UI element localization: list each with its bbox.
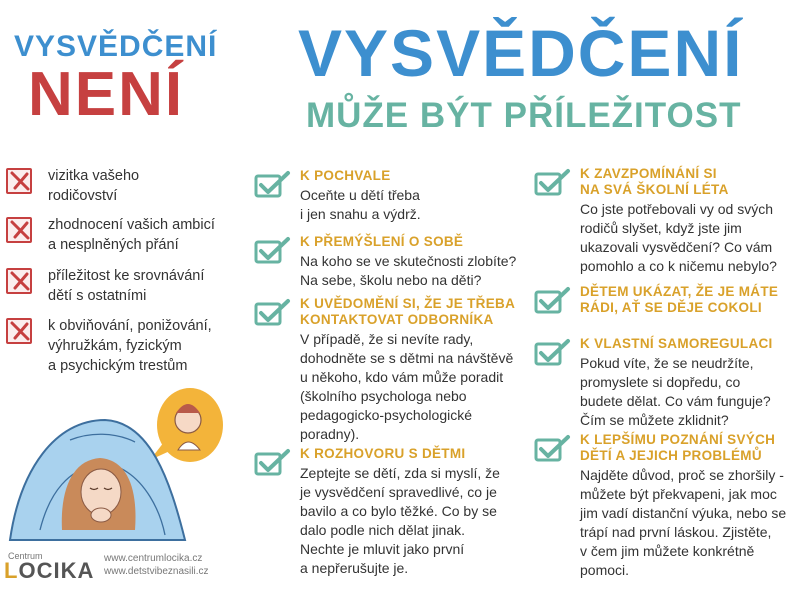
section-body: [300, 168, 532, 224]
section-body: [580, 166, 798, 276]
section-text: [300, 252, 532, 290]
text-line: promyslete si dopředu, co: [580, 374, 741, 390]
text-line: pomohlo a co k ničemu nebylo?: [580, 258, 777, 274]
logo-locika: [4, 558, 94, 584]
section-body: [580, 432, 798, 580]
text-line: je vysvědčení spravedlivé, co je: [300, 484, 497, 500]
heading-line: KONTAKTOVAT ODBORNÍKA: [300, 312, 494, 327]
section-text: [580, 466, 798, 580]
section-heading: [300, 296, 532, 328]
opportunity-section: [534, 166, 798, 276]
heading-line: K VLASTNÍ SAMOREGULACI: [580, 336, 773, 351]
illustration-girl-under-blanket: [0, 380, 230, 550]
text-line: Oceňte u dětí třeba: [300, 187, 420, 203]
checkmark-icon: [534, 286, 572, 316]
text-line: v čem jim můžete konkrétně: [580, 543, 755, 559]
section-body: [580, 284, 798, 316]
text-line: u někoho, kdo vám může poradit: [300, 369, 504, 385]
section-body: [300, 446, 532, 578]
section-text: [580, 354, 798, 430]
text-line: poradny).: [300, 426, 360, 442]
text-line: Čím se můžete zklidnit?: [580, 412, 729, 428]
checkmark-icon: [534, 434, 572, 464]
text-line: i jen snahu a výdrž.: [300, 206, 421, 222]
heading-line: K ROZHOVORU S DĚTMI: [300, 446, 466, 461]
not-list-text: [48, 266, 204, 306]
heading-line: RÁDI, AŤ SE DĚJE COKOLI: [580, 300, 762, 315]
text-line: Co jste potřebovali vy od svých: [580, 201, 773, 217]
heading-line: DĚTÍ A JEJICH PROBLÉMŮ: [580, 448, 762, 463]
heading-line: K UVĚDOMĚNÍ SI, ŽE JE TŘEBA: [300, 296, 516, 311]
text-line: dalo podle nich dělat jinak.: [300, 522, 466, 538]
checkmark-icon: [534, 338, 572, 368]
not-list-text: [48, 166, 139, 206]
checkmark-icon: [254, 236, 292, 266]
text-line: Najděte důvod, proč se zhoršily -: [580, 467, 784, 483]
heading-line: K PŘEMÝŠLENÍ O SOBĚ: [300, 234, 464, 249]
text-line: Nechte je mluvit jako první: [300, 541, 465, 557]
text-line: můžete být překvapeni, jak moc: [580, 486, 777, 502]
section-body: [300, 234, 532, 290]
text-line: pedagogicko-psychologické: [300, 407, 472, 423]
right-title-subtitle: MŮŽE BÝT PŘÍLEŽITOST: [306, 96, 742, 135]
heading-line: K ZAVZPOMÍNÁNÍ SI: [580, 166, 717, 181]
text-line: Zeptejte se dětí, zda si myslí, že: [300, 465, 500, 481]
heading-line: K POCHVALE: [300, 168, 391, 183]
section-text: [300, 186, 532, 224]
checkmark-icon: [534, 168, 572, 198]
text-line: Na sebe, školu nebo na děti?: [300, 272, 482, 288]
text-line: pomoci.: [580, 562, 630, 578]
not-list-text: [48, 316, 212, 376]
opportunity-section: [254, 168, 532, 224]
section-heading: [580, 166, 798, 198]
girl-hands: [91, 508, 111, 522]
text-line: rodičů slyšet, když jste jim: [580, 220, 742, 236]
opportunity-section: [254, 446, 532, 578]
checkmark-icon: [254, 298, 292, 328]
section-heading: [300, 168, 532, 184]
logo-small-text: Centrum: [8, 551, 43, 561]
opportunity-section: [254, 234, 532, 290]
not-list-item: [6, 215, 246, 255]
text-line: výhružkám, fyzickým: [48, 338, 182, 354]
text-line: a nesplněných přání: [48, 237, 179, 253]
text-line: Na koho se ve skutečnosti zlobíte?: [300, 253, 517, 269]
opportunity-section: [254, 296, 532, 444]
checkmark-icon: [254, 448, 292, 478]
cross-box-icon: [6, 217, 32, 243]
not-list-item: [6, 266, 246, 306]
website-link-locika[interactable]: www.centrumlocika.cz: [104, 553, 203, 564]
not-list-item: [6, 166, 246, 206]
text-line: k obviňování, ponižování,: [48, 318, 212, 334]
section-text: [300, 464, 532, 578]
section-heading: [300, 234, 532, 250]
section-body: [300, 296, 532, 444]
text-line: dohodněte se s dětmi na návštěvě: [300, 350, 514, 366]
cross-box-icon: [6, 318, 32, 344]
section-body: [580, 336, 798, 430]
logo-letter: L: [4, 558, 19, 583]
section-heading: [580, 432, 798, 464]
checkmark-icon: [254, 170, 292, 200]
cross-box-icon: [6, 168, 32, 194]
opportunity-section: [534, 336, 798, 430]
heading-line: K LEPŠÍMU POZNÁNÍ SVÝCH: [580, 432, 776, 447]
left-title-big: NENÍ: [28, 60, 185, 129]
text-line: jim vadí distanční výuka, nebo se: [580, 505, 787, 521]
heading-line: DĚTEM UKÁZAT, ŽE JE MÁTE: [580, 284, 779, 299]
section-heading: [580, 284, 798, 316]
text-line: budete dělat. Co vám funguje?: [580, 393, 771, 409]
text-line: dětí s ostatními: [48, 288, 147, 304]
text-line: rodičovství: [48, 188, 118, 204]
section-text: [580, 200, 798, 276]
section-heading: [580, 336, 798, 352]
left-title-top: VYSVĚDČENÍ: [14, 30, 218, 63]
logo-rest: OCIKA: [18, 558, 95, 583]
opportunity-section: [534, 432, 798, 580]
text-line: příležitost ke srovnávání: [48, 268, 205, 284]
text-line: Pokud víte, že se neudržíte,: [580, 355, 754, 371]
text-line: zhodnocení vašich ambicí: [48, 217, 215, 233]
not-list-text: [48, 215, 215, 255]
website-link-detstvi[interactable]: www.detstvibeznasili.cz: [104, 566, 209, 577]
heading-line: NA SVÁ ŠKOLNÍ LÉTA: [580, 182, 729, 197]
text-line: ukazovali vysvědčení? Co vám: [580, 239, 773, 255]
cross-box-icon: [6, 268, 32, 294]
text-line: trápí nad první láskou. Zjistěte,: [580, 524, 772, 540]
section-heading: [300, 446, 532, 462]
text-line: vizitka vašeho: [48, 168, 140, 184]
text-line: a nepřerušujte je.: [300, 560, 409, 576]
text-line: (školního psychologa nebo: [300, 388, 467, 404]
section-text: [300, 330, 532, 444]
not-list-item: [6, 316, 246, 376]
text-line: V případě, že si nevíte rady,: [300, 331, 474, 347]
opportunity-section: [534, 284, 798, 316]
right-title-top: VYSVĚDČENÍ: [298, 16, 744, 90]
text-line: a psychickým trestům: [48, 358, 188, 374]
text-line: bavilo a co bylo těžké. Co by se: [300, 503, 497, 519]
